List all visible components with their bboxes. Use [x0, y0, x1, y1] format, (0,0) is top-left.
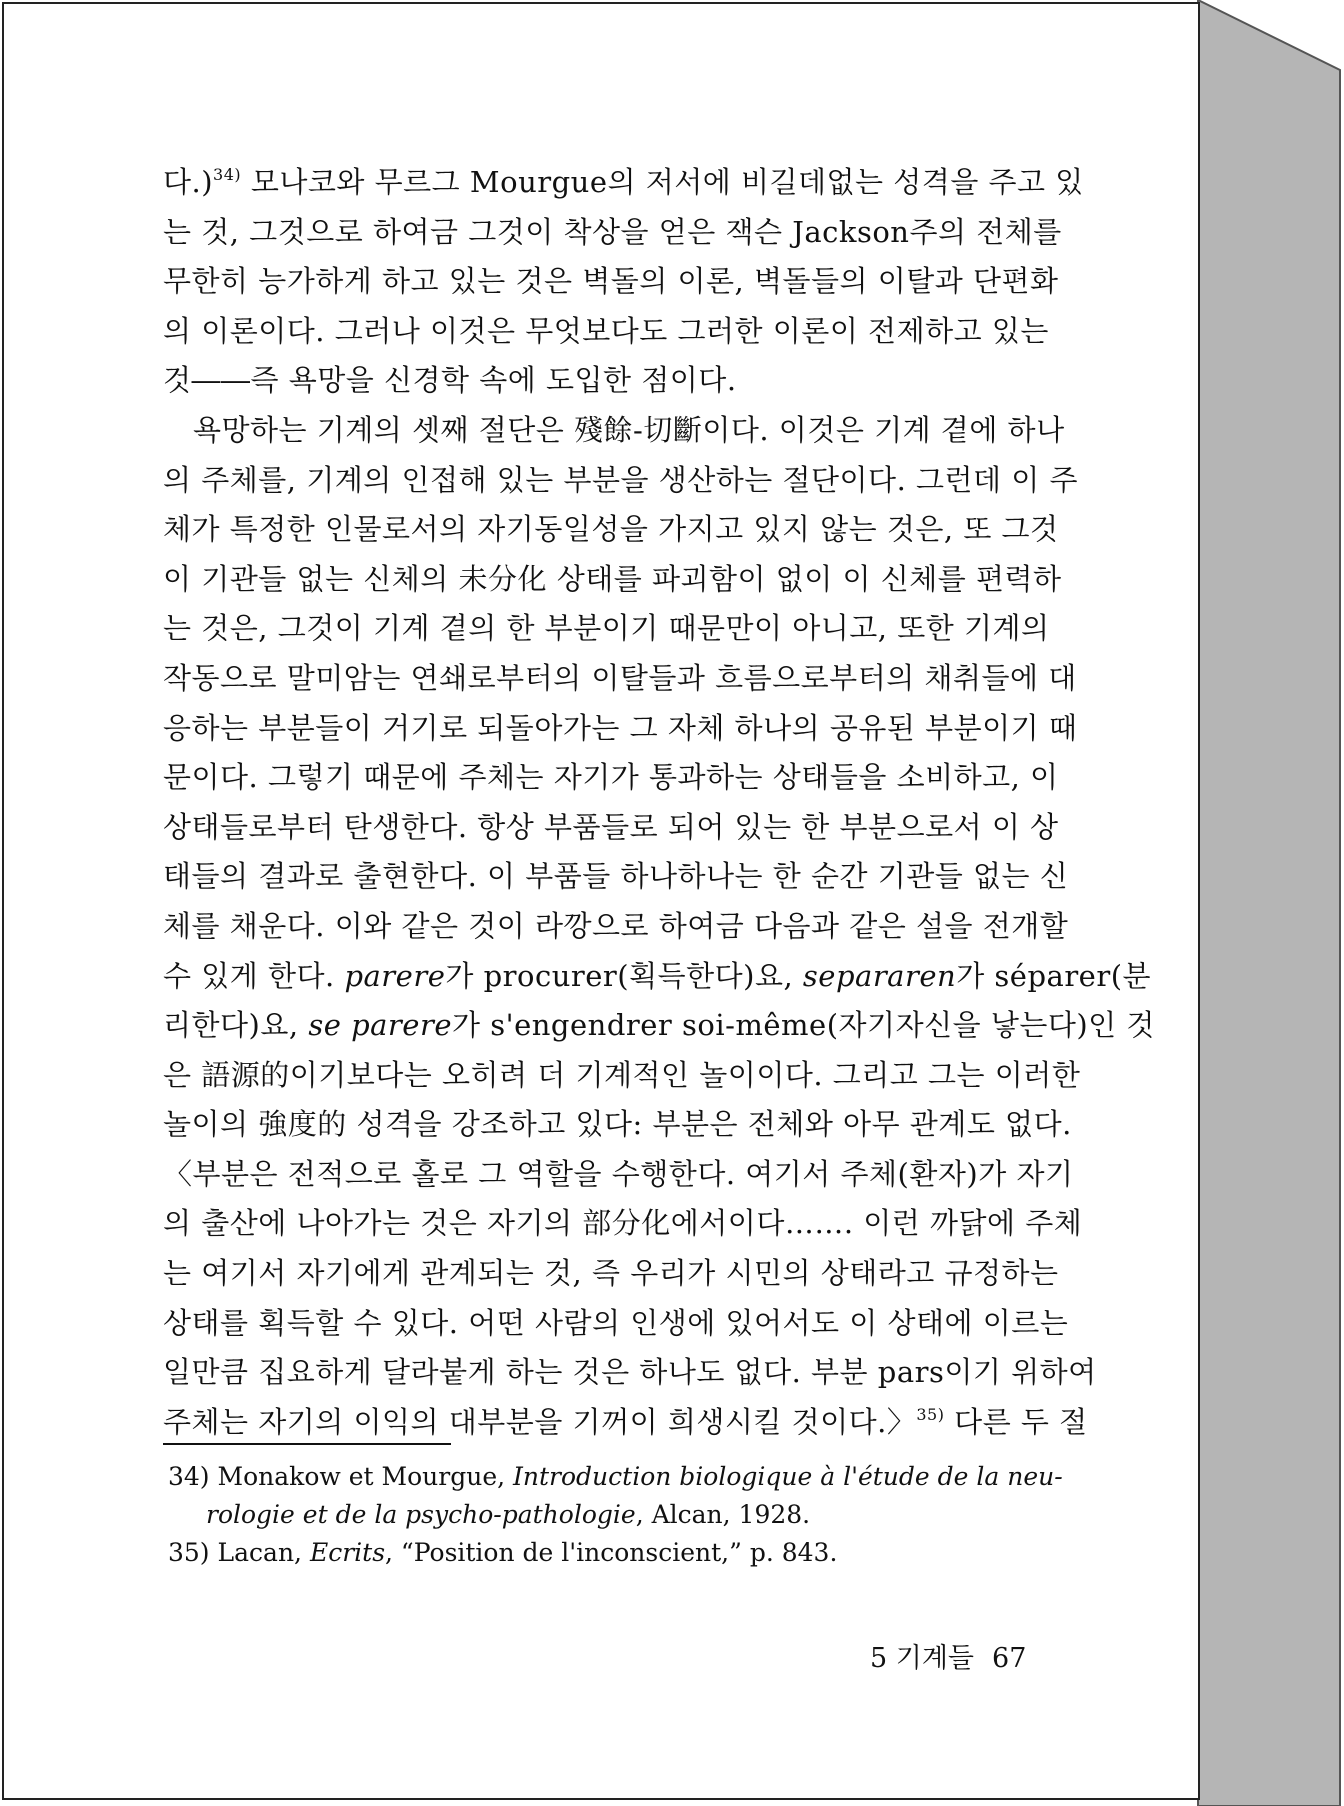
text-line-25: 일만큼 집요하게 달라붙게 하는 것은 하나도 없다. 부분 pars이기 위하여	[163, 1355, 1097, 1390]
text-line-21: 〈부분은 전적으로 홀로 그 역할을 수행한다. 여기서 주체(환자)가 자기	[163, 1156, 1074, 1191]
book-spine	[1198, 0, 1340, 1806]
text-line-5: 것――즉 욕망을 신경학 속에 도입한 점이다.	[163, 363, 737, 398]
footnote-35-number: 35)	[168, 1538, 210, 1567]
footnote-ref-35[interactable]: 35)	[916, 1404, 945, 1424]
text-line-16: 체를 채운다. 이와 같은 것이 라깡으로 하여금 다음과 같은 설을 전개할	[163, 908, 1069, 943]
footnote-34-number: 34)	[168, 1462, 210, 1491]
footnote-34-continuation: rologie et de la psycho-pathologie, Alcan, 1928.	[206, 1500, 811, 1529]
text-line-4: 의 이론이다. 그러나 이것은 무엇보다도 그러한 이론이 전제하고 있는	[163, 313, 1049, 348]
text-line-2: 는 것, 그것으로 하여금 그것이 착상을 얻은 잭슨 Jackson주의 전체를	[163, 214, 1062, 249]
text-line-11: 작동으로 말미암는 연쇄로부터의 이탈들과 흐름으로부터의 채취들에 대	[163, 660, 1077, 695]
text-line-23: 는 여기서 자기에게 관계되는 것, 즉 우리가 시민의 상태라고 규정하는	[163, 1256, 1059, 1291]
text-line-26: 주체는 자기의 이익의 대부분을 기꺼이 희생시킬 것이다.〉$^{35)}$ 다른 두 절	[163, 1404, 1088, 1439]
text-line-22: 의 출산에 나아가는 것은 자기의 部分化에서이다……. 이런 까닭에 주체	[163, 1206, 1083, 1241]
text-line-7: 의 주체를, 기계의 인접해 있는 부분을 생산하는 절단이다. 그런데 이 주	[163, 462, 1079, 497]
running-chapter-title: 5 기계들	[870, 1643, 975, 1674]
footnote-ref-34[interactable]: 34)	[213, 165, 242, 184]
page-number: 67	[992, 1643, 1027, 1674]
text-line-13: 문이다. 그렇기 때문에 주체는 자기가 통과하는 상태들을 소비하고, 이	[163, 760, 1059, 795]
text-line-9: 이 기관들 없는 신체의 未分化 상태를 파괴함이 없이 이 신체를 편력하	[163, 561, 1062, 596]
footnote-34: 34) Monakow et Mourgue, Introduction biologique à l'étude de la neu-	[168, 1462, 1063, 1491]
footnote-35: 35) Lacan, Ecrits, “Position de l'inconscient,” p. 843.	[168, 1538, 838, 1567]
text-line-12: 응하는 부분들이 거기로 되돌아가는 그 자체 하나의 공유된 부분이기 때	[163, 710, 1078, 745]
text-line-10: 는 것은, 그것이 기계 곁의 한 부분이기 때문만이 아니고, 또한 기계의	[163, 611, 1050, 646]
body-text	[163, 158, 1155, 1447]
text-line-18: 리한다)요, se parere가 s'engendrer soi-même(자기자신을 낳는다)인 것	[163, 1008, 1155, 1043]
footnote-divider	[163, 1443, 451, 1445]
text-line-24: 상태를 획득할 수 있다. 어떤 사람의 인생에 있어서도 이 상태에 이르는	[163, 1305, 1069, 1340]
text-line-1: 다.)$^{34)}$ 모나코와 무르그 Mourgue의 저서에 비길데없는 성격을 주고 있	[163, 165, 1084, 199]
text-line-15: 태들의 결과로 출현한다. 이 부품들 하나하나는 한 순간 기관들 없는 신	[163, 859, 1069, 894]
text-line-17: 수 있게 한다. parere가 procurer(획득한다)요, separaren가 séparer(분	[163, 958, 1152, 993]
text-line-8: 체가 특정한 인물로서의 자기동일성을 가지고 있지 않는 것은, 또 그것	[163, 512, 1059, 547]
text-line-6: 욕망하는 기계의 셋째 절단은 殘餘-切斷이다. 이것은 기계 곁에 하나	[193, 412, 1065, 447]
footnotes	[168, 1458, 1063, 1572]
text-line-20: 놀이의 強度的 성격을 강조하고 있다: 부분은 전체와 아무 관계도 없다.	[163, 1107, 1072, 1142]
text-line-3: 무한히 능가하게 하고 있는 것은 벽돌의 이론, 벽돌들의 이탈과 단편화	[163, 264, 1059, 299]
page-footer	[870, 1636, 1026, 1675]
text-line-19: 은 語源的이기보다는 오히려 더 기계적인 놀이이다. 그리고 그는 이러한	[163, 1057, 1081, 1092]
text-line-14: 상태들로부터 탄생한다. 항상 부품들로 되어 있는 한 부분으로서 이 상	[163, 809, 1059, 844]
